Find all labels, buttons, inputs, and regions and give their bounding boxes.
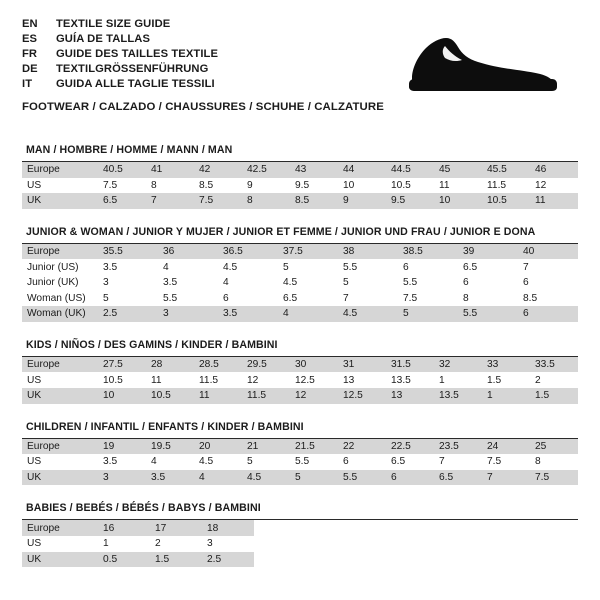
row-label: US	[22, 454, 98, 470]
cell: 3	[98, 470, 146, 486]
cell: 1	[434, 372, 482, 388]
cell: 1.5	[530, 388, 578, 404]
cell: 4	[218, 275, 278, 291]
cell: 27.5	[98, 357, 146, 373]
cell: 5.5	[338, 259, 398, 275]
table-row	[22, 520, 578, 536]
section-kids	[22, 339, 578, 404]
cell: 45.5	[482, 162, 530, 178]
row-label: Junior (UK)	[22, 275, 98, 291]
language-row	[22, 33, 218, 48]
cell: 19.5	[146, 439, 194, 455]
cell: 19	[98, 439, 146, 455]
cell: 9	[338, 193, 386, 209]
cell: 23.5	[434, 439, 482, 455]
size-table-children	[22, 439, 578, 486]
cell: 8	[458, 291, 518, 307]
row-label: Junior (US)	[22, 259, 98, 275]
cell: 35.5	[98, 244, 158, 260]
table-row	[22, 470, 578, 486]
cell: 25	[530, 439, 578, 455]
size-table-kids	[22, 357, 578, 404]
cell: 3.5	[98, 259, 158, 275]
cell: 33	[482, 357, 530, 373]
section-man	[22, 144, 578, 209]
cell: 22	[338, 439, 386, 455]
cell: 4.5	[194, 454, 242, 470]
cell: 12	[290, 388, 338, 404]
cell: 44.5	[386, 162, 434, 178]
cell: 10.5	[98, 372, 146, 388]
cell: 4	[194, 470, 242, 486]
cell: 10	[98, 388, 146, 404]
cell: 8	[146, 178, 194, 194]
cell: 12	[242, 372, 290, 388]
table-row	[22, 162, 578, 178]
cell: 5	[338, 275, 398, 291]
cell: 31	[338, 357, 386, 373]
row-label: US	[22, 372, 98, 388]
cell: 11.5	[482, 178, 530, 194]
cell: 11	[530, 193, 578, 209]
cell: 5.5	[398, 275, 458, 291]
category-line: FOOTWEAR / CALZADO / CHAUSSURES / SCHUHE / CALZATURE	[22, 101, 384, 113]
size-table-junior-woman	[22, 244, 578, 322]
cell: 5	[242, 454, 290, 470]
cell: 2.5	[98, 306, 158, 322]
table-row	[22, 454, 578, 470]
cell: 16	[98, 520, 150, 536]
row-label: Woman (US)	[22, 291, 98, 307]
cell: 20	[194, 439, 242, 455]
cell: 4	[146, 454, 194, 470]
cell: 8	[242, 193, 290, 209]
language-title: TEXTILGRÖSSENFÜHRUNG	[56, 63, 209, 75]
table-row	[22, 178, 578, 194]
row-label: US	[22, 536, 98, 552]
table-row	[22, 536, 578, 552]
cell: 38	[338, 244, 398, 260]
table-row	[22, 275, 578, 291]
language-code: DE	[22, 63, 38, 75]
cell: 7	[434, 454, 482, 470]
cell: 5.5	[338, 470, 386, 486]
row-label: Europe	[22, 439, 98, 455]
cell: 6	[338, 454, 386, 470]
cell: 6	[386, 470, 434, 486]
cell: 13.5	[434, 388, 482, 404]
section-title: MAN / HOMBRE / HOMME / MANN / MAN	[22, 144, 578, 162]
cell: 9.5	[290, 178, 338, 194]
section-junior-woman	[22, 226, 578, 322]
language-code: EN	[22, 18, 38, 30]
cell: 40	[518, 244, 578, 260]
cell: 7.5	[98, 178, 146, 194]
language-title: GUÍA DE TALLAS	[56, 33, 151, 45]
table-row	[22, 291, 578, 307]
cell: 5	[98, 291, 158, 307]
row-label: Europe	[22, 244, 98, 260]
cell: 6.5	[98, 193, 146, 209]
cell: 11.5	[242, 388, 290, 404]
cell-empty	[254, 536, 578, 552]
cell: 17	[150, 520, 202, 536]
cell: 7.5	[398, 291, 458, 307]
row-label: Europe	[22, 520, 98, 536]
cell: 1	[98, 536, 150, 552]
table-row	[22, 357, 578, 373]
section-title: BABIES / BEBÉS / BÉBÉS / BABYS / BAMBINI	[22, 502, 578, 520]
cell: 5	[278, 259, 338, 275]
cell: 42.5	[242, 162, 290, 178]
cell: 10	[338, 178, 386, 194]
table-row	[22, 552, 578, 568]
row-label: UK	[22, 552, 98, 568]
cell: 6	[458, 275, 518, 291]
cell: 7	[482, 470, 530, 486]
cell: 8	[530, 454, 578, 470]
cell: 6	[398, 259, 458, 275]
cell: 10.5	[146, 388, 194, 404]
table-row	[22, 193, 578, 209]
cell: 3	[202, 536, 254, 552]
cell: 39	[458, 244, 518, 260]
cell: 1.5	[482, 372, 530, 388]
cell: 28.5	[194, 357, 242, 373]
language-row	[22, 48, 218, 63]
cell: 18	[202, 520, 254, 536]
language-code: FR	[22, 48, 38, 60]
page-header	[22, 18, 578, 113]
cell: 11	[194, 388, 242, 404]
cell: 46	[530, 162, 578, 178]
cell: 29.5	[242, 357, 290, 373]
cell: 5	[290, 470, 338, 486]
cell: 6.5	[434, 470, 482, 486]
cell: 4.5	[242, 470, 290, 486]
section-title: CHILDREN / INFANTIL / ENFANTS / KINDER / BAMBINI	[22, 421, 578, 439]
cell: 7.5	[530, 470, 578, 486]
cell: 5.5	[290, 454, 338, 470]
language-row	[22, 18, 218, 33]
cell: 37.5	[278, 244, 338, 260]
cell: 22.5	[386, 439, 434, 455]
cell: 45	[434, 162, 482, 178]
section-title: KIDS / NIÑOS / DES GAMINS / KINDER / BAMBINI	[22, 339, 578, 357]
cell: 11	[434, 178, 482, 194]
section-children	[22, 421, 578, 486]
language-code: ES	[22, 33, 38, 45]
row-label: Europe	[22, 357, 98, 373]
size-table-babies	[22, 520, 578, 567]
cell: 3.5	[98, 454, 146, 470]
table-row	[22, 259, 578, 275]
language-row	[22, 63, 218, 78]
cell: 32	[434, 357, 482, 373]
cell: 6.5	[386, 454, 434, 470]
cell: 8.5	[518, 291, 578, 307]
table-row	[22, 372, 578, 388]
size-table-man	[22, 162, 578, 209]
cell: 10.5	[386, 178, 434, 194]
cell: 36	[158, 244, 218, 260]
cell: 4	[278, 306, 338, 322]
cell: 36.5	[218, 244, 278, 260]
cell: 33.5	[530, 357, 578, 373]
table-row	[22, 439, 578, 455]
section-babies	[22, 502, 578, 567]
cell: 3	[158, 306, 218, 322]
cell: 6	[518, 275, 578, 291]
row-label: UK	[22, 193, 98, 209]
table-row	[22, 244, 578, 260]
table-row	[22, 388, 578, 404]
row-label: Europe	[22, 162, 98, 178]
language-title: TEXTILE SIZE GUIDE	[56, 18, 171, 30]
cell: 8.5	[194, 178, 242, 194]
cell-empty	[254, 520, 578, 536]
cell: 9.5	[386, 193, 434, 209]
cell: 7.5	[482, 454, 530, 470]
cell: 2	[150, 536, 202, 552]
cell: 0.5	[98, 552, 150, 568]
cell: 5.5	[158, 291, 218, 307]
cell: 6	[218, 291, 278, 307]
row-label: UK	[22, 388, 98, 404]
cell: 8.5	[290, 193, 338, 209]
dress-shoe-icon	[382, 26, 562, 98]
cell: 3	[98, 275, 158, 291]
cell: 6.5	[458, 259, 518, 275]
cell: 12.5	[338, 388, 386, 404]
cell: 9	[242, 178, 290, 194]
language-row	[22, 78, 218, 93]
language-title: GUIDA ALLE TAGLIE TESSILI	[56, 78, 215, 90]
cell: 4.5	[338, 306, 398, 322]
cell: 11.5	[194, 372, 242, 388]
language-code: IT	[22, 78, 33, 90]
cell: 4	[158, 259, 218, 275]
cell: 7	[518, 259, 578, 275]
row-label: US	[22, 178, 98, 194]
language-title-body	[22, 18, 218, 93]
cell: 42	[194, 162, 242, 178]
cell: 28	[146, 357, 194, 373]
cell: 40.5	[98, 162, 146, 178]
cell: 12	[530, 178, 578, 194]
cell: 6.5	[278, 291, 338, 307]
section-title: JUNIOR & WOMAN / JUNIOR Y MUJER / JUNIOR ET FEMME / JUNIOR UND FRAU / JUNIOR E DONA	[22, 226, 578, 244]
cell: 10.5	[482, 193, 530, 209]
cell: 13.5	[386, 372, 434, 388]
cell: 13	[338, 372, 386, 388]
cell: 13	[386, 388, 434, 404]
cell: 1	[482, 388, 530, 404]
cell: 4.5	[218, 259, 278, 275]
row-label: Woman (UK)	[22, 306, 98, 322]
cell: 21	[242, 439, 290, 455]
cell: 30	[290, 357, 338, 373]
cell: 7	[146, 193, 194, 209]
cell: 5	[398, 306, 458, 322]
cell: 6	[518, 306, 578, 322]
cell: 7	[338, 291, 398, 307]
cell: 43	[290, 162, 338, 178]
cell: 3.5	[218, 306, 278, 322]
cell: 44	[338, 162, 386, 178]
cell: 12.5	[290, 372, 338, 388]
language-title-table	[22, 18, 218, 93]
table-row	[22, 306, 578, 322]
cell: 1.5	[150, 552, 202, 568]
cell: 5.5	[458, 306, 518, 322]
cell: 31.5	[386, 357, 434, 373]
cell: 10	[434, 193, 482, 209]
cell: 11	[146, 372, 194, 388]
language-title: GUIDE DES TAILLES TEXTILE	[56, 48, 219, 60]
cell-empty	[254, 552, 578, 568]
cell: 41	[146, 162, 194, 178]
row-label: UK	[22, 470, 98, 486]
cell: 7.5	[194, 193, 242, 209]
cell: 4.5	[278, 275, 338, 291]
cell: 38.5	[398, 244, 458, 260]
cell: 2.5	[202, 552, 254, 568]
cell: 24	[482, 439, 530, 455]
cell: 21.5	[290, 439, 338, 455]
cell: 3.5	[146, 470, 194, 486]
cell: 3.5	[158, 275, 218, 291]
cell: 2	[530, 372, 578, 388]
